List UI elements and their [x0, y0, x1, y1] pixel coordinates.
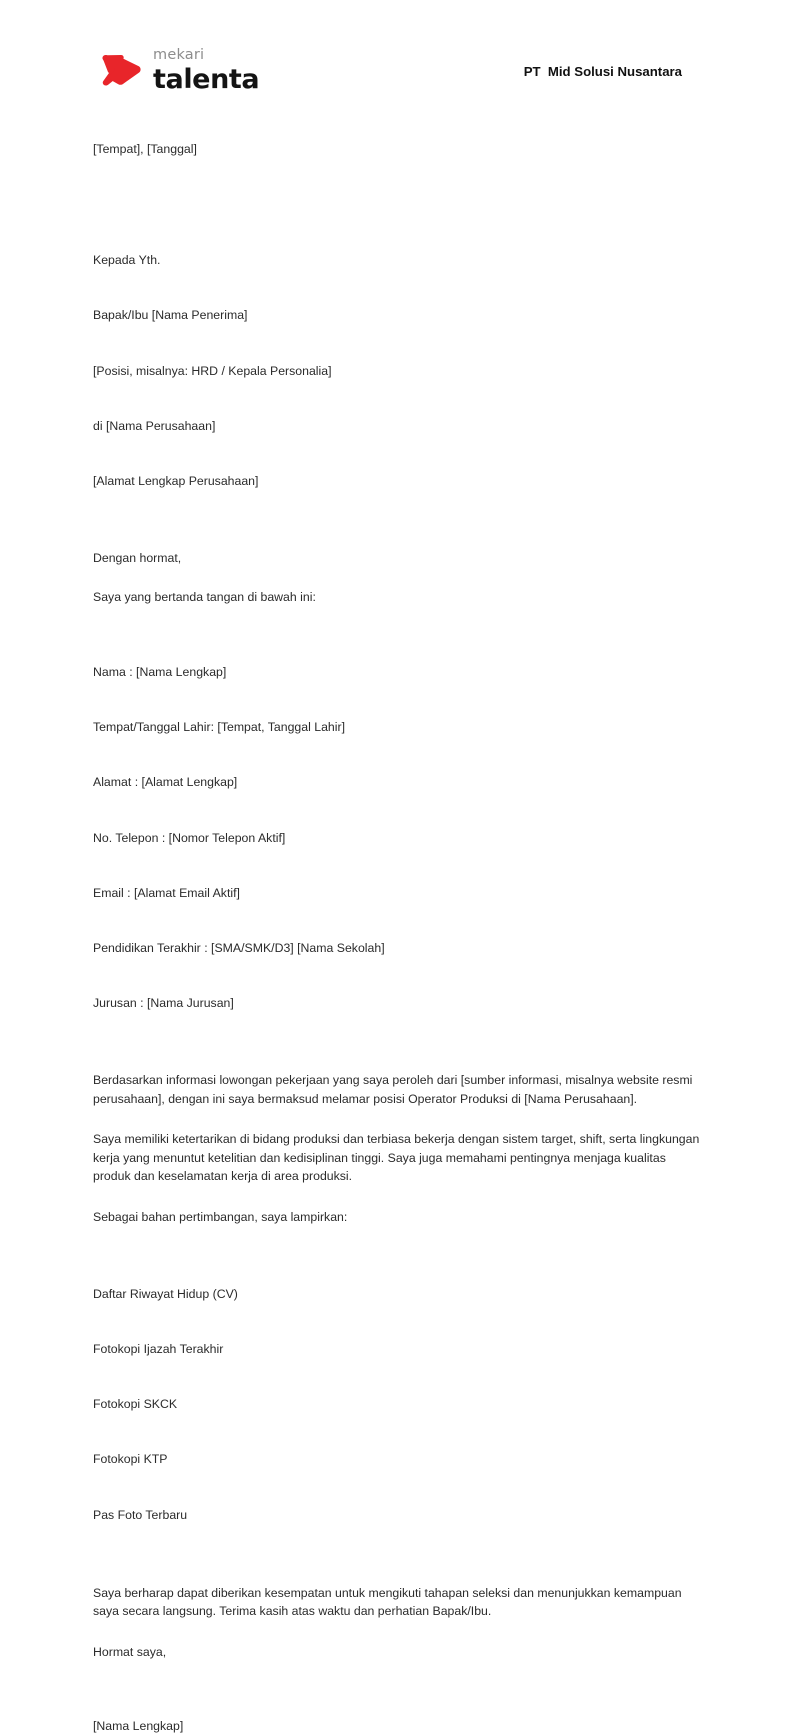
logo-word-talenta: talenta	[153, 63, 260, 95]
date-place-line: [Tempat], [Tanggal]	[93, 142, 197, 156]
recipient-line: Bapak/Ibu [Nama Penerima]	[93, 308, 248, 323]
letterhead	[93, 48, 698, 110]
paragraph-closing: Saya berharap dapat diberikan kesempatan untuk mengikuti tahapan seleksi dan menunjukkan kemampuan saya secara langsung. Terima kasih atas waktu dan perhatian Bapak/Ibu.	[93, 1585, 685, 1619]
mekari-chevron-logo-icon	[101, 53, 143, 87]
attachment-item: Fotokopi SKCK	[93, 1397, 178, 1412]
logo-wordmark	[153, 48, 259, 93]
logo-word-mekari: mekari	[153, 47, 205, 63]
detail-line-email: Email : [Alamat Email Aktif]	[93, 885, 240, 900]
mekari-talenta-logo	[101, 48, 259, 93]
detail-line-telepon: No. Telepon : [Nomor Telepon Aktif]	[93, 830, 286, 845]
attachment-item: Fotokopi Ijazah Terakhir	[93, 1341, 224, 1356]
paragraph-qualifications: Saya memiliki ketertarikan di bidang produksi dan terbiasa bekerja dengan sistem target, shift, serta lingkungan kerja yang menuntut ketelitian dan kedisiplinan tinggi. Saya juga memahami pentingnya menjaga kualitas produk dan keselamatan kerja di area produksi.	[93, 1132, 703, 1184]
recipient-line: [Posisi, misalnya: HRD / Kepala Personalia]	[93, 363, 332, 378]
letter-body	[93, 140, 705, 1735]
attachment-item: Pas Foto Terbaru	[93, 1507, 188, 1522]
applicant-details-block	[93, 626, 705, 1049]
detail-line-alamat: Alamat : [Alamat Lengkap]	[93, 775, 238, 790]
salutation: Dengan hormat,	[93, 551, 182, 566]
attachment-item: Fotokopi KTP	[93, 1452, 168, 1467]
signature-name: [Nama Lengkap]	[93, 1719, 184, 1734]
detail-line-pendidikan: Pendidikan Terakhir : [SMA/SMK/D3] [Nama Sekolah]	[93, 941, 385, 956]
attachments-heading: Sebagai bahan pertimbangan, saya lampirkan:	[93, 1209, 348, 1224]
recipient-block	[93, 214, 705, 527]
detail-line-tempat-tanggal-lahir: Tempat/Tanggal Lahir: [Tempat, Tanggal Lahir]	[93, 720, 346, 735]
recipient-line: [Alamat Lengkap Perusahaan]	[93, 474, 259, 489]
regards-line: Hormat saya,	[93, 1644, 167, 1659]
detail-line-nama: Nama : [Nama Lengkap]	[93, 664, 227, 679]
attachments-list	[93, 1248, 705, 1561]
intro-line: Saya yang bertanda tangan di bawah ini:	[93, 589, 316, 604]
recipient-line: di [Nama Perusahaan]	[93, 418, 216, 433]
recipient-line: Kepada Yth.	[93, 253, 161, 268]
paragraph-application-source: Berdasarkan informasi lowongan pekerjaan yang saya peroleh dari [sumber informasi, misalnya website resmi perusahaan], dengan ini saya bermaksud melamar posisi Operator Produksi di [Nama Perusahaan].	[93, 1073, 696, 1106]
detail-line-jurusan: Jurusan : [Nama Jurusan]	[93, 996, 234, 1011]
attachment-item: Daftar Riwayat Hidup (CV)	[93, 1286, 238, 1301]
company-name: PT Mid Solusi Nusantara	[523, 64, 682, 79]
